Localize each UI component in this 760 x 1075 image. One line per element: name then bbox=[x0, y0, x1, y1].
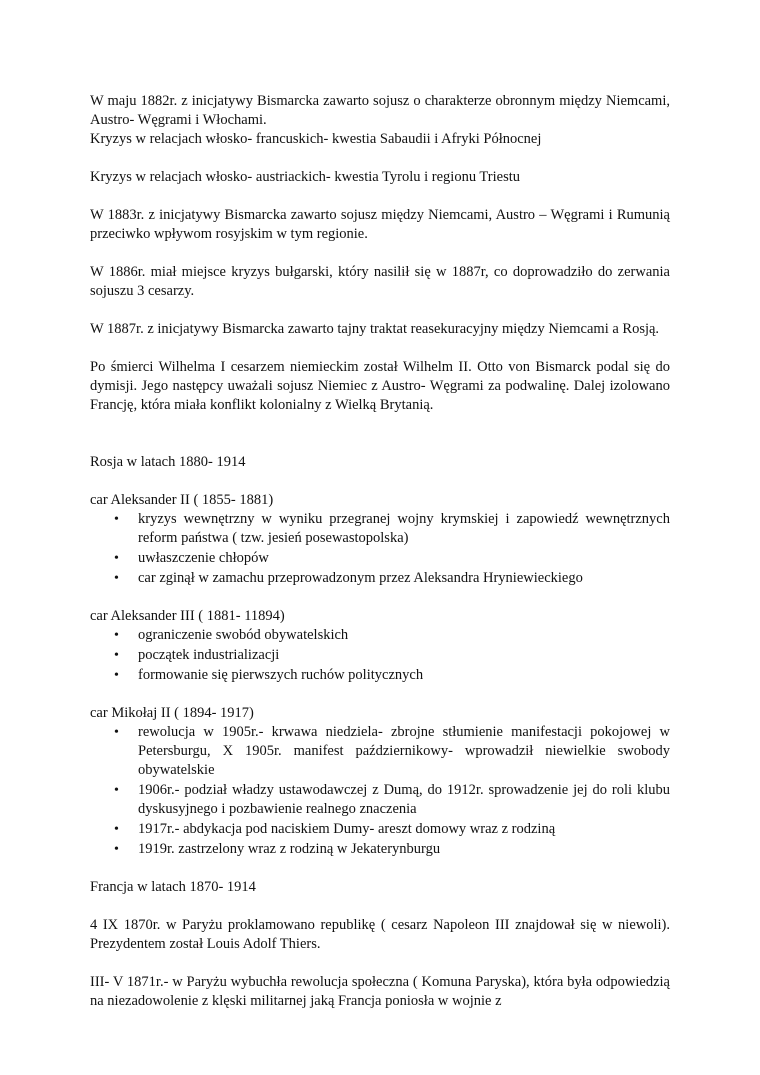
list-item: • początek industrializacji bbox=[138, 646, 670, 665]
list-item: • ograniczenie swobód obywatelskich bbox=[138, 626, 670, 645]
tsar-heading-aleksander-iii: car Aleksander III ( 1881- 11894) bbox=[90, 608, 285, 624]
tsar-list-aleksander-iii bbox=[90, 626, 670, 685]
tsar-heading-mikolaj-ii: car Mikołaj II ( 1894- 1917) bbox=[90, 705, 254, 721]
paragraph-france-republic: 4 IX 1870r. w Paryżu proklamowano republikę ( cesarz Napoleon III znajdował się w niewoli). Prezydentem został Louis Adolf Thiers. bbox=[90, 917, 670, 952]
section-heading-russia: Rosja w latach 1880- 1914 bbox=[90, 454, 246, 470]
paragraph-bulgarian-crisis: W 1886r. miał miejsce kryzys bułgarski, który nasilił się w 1887r, co doprowadziło do zerwania sojuszu 3 cesarzy. bbox=[90, 264, 670, 299]
tsar-list-aleksander-ii bbox=[90, 510, 670, 588]
list-item: • 1917r.- abdykacja pod naciskiem Dumy- areszt domowy wraz z rodziną bbox=[138, 820, 670, 839]
paragraph-romania-alliance: W 1883r. z inicjatywy Bismarcka zawarto sojusz między Niemcami, Austro – Węgrami i Rumunią przeciwko wpływom rosyjskim w tym regionie. bbox=[90, 207, 670, 242]
tsar-heading-aleksander-ii: car Aleksander II ( 1855- 1881) bbox=[90, 492, 274, 508]
tsar-list-mikolaj-ii bbox=[90, 723, 670, 859]
list-item: • 1906r.- podział władzy ustawodawczej z Dumą, do 1912r. sprowadzenie jej do roli klubu dyskusyjnego i pozbawienie realnego znaczenia bbox=[138, 781, 670, 819]
paragraph-paris-commune: III- V 1871r.- w Paryżu wybuchła rewolucja społeczna ( Komuna Paryska), która była odpowiedzią na niezadowolenie z klęski militarnej jaką Francja poniosła w wojnie z bbox=[90, 974, 670, 1009]
list-item: • rewolucja w 1905r.- krwawa niedziela- zbrojne stłumienie manifestacji pokojowej w Petersburgu, X 1905r. manifest październikowy- wprowadził niewielkie swobody obywatelskie bbox=[138, 723, 670, 780]
list-item: • uwłaszczenie chłopów bbox=[138, 549, 670, 568]
paragraph-italy-france-crisis: Kryzys w relacjach włosko- francuskich- kwestia Sabaudii i Afryki Północnej bbox=[90, 131, 542, 147]
document-page bbox=[90, 92, 670, 1030]
section-heading-france: Francja w latach 1870- 1914 bbox=[90, 879, 256, 895]
paragraph-italy-austria-crisis: Kryzys w relacjach włosko- austriackich- kwestia Tyrolu i regionu Triestu bbox=[90, 169, 520, 185]
list-item: • formowanie się pierwszych ruchów politycznych bbox=[138, 666, 670, 685]
list-item: • kryzys wewnętrzny w wyniku przegranej wojny krymskiej i zapowiedź wewnętrznych reform państwa ( tzw. jesień posewastopolska) bbox=[138, 510, 670, 548]
paragraph-wilhelm-ii: Po śmierci Wilhelma I cesarzem niemieckim został Wilhelm II. Otto von Bismarck podal się do dymisji. Jego następcy uważali sojusz Niemiec z Austro- Węgrami za podwalinę. Dalej izolowano Francję, która miała konflikt kolonialny z Wielką Brytanią. bbox=[90, 359, 670, 413]
list-item: • 1919r. zastrzelony wraz z rodziną w Jekaterynburgu bbox=[138, 840, 670, 859]
paragraph-reinsurance-treaty: W 1887r. z inicjatywy Bismarcka zawarto tajny traktat reasekuracyjny między Niemcami a Rosją. bbox=[90, 321, 660, 337]
paragraph-triple-alliance: W maju 1882r. z inicjatywy Bismarcka zawarto sojusz o charakterze obronnym między Niemcami, Austro- Węgrami i Włochami. bbox=[90, 93, 670, 128]
list-item: • car zginął w zamachu przeprowadzonym przez Aleksandra Hryniewieckiego bbox=[138, 569, 670, 588]
